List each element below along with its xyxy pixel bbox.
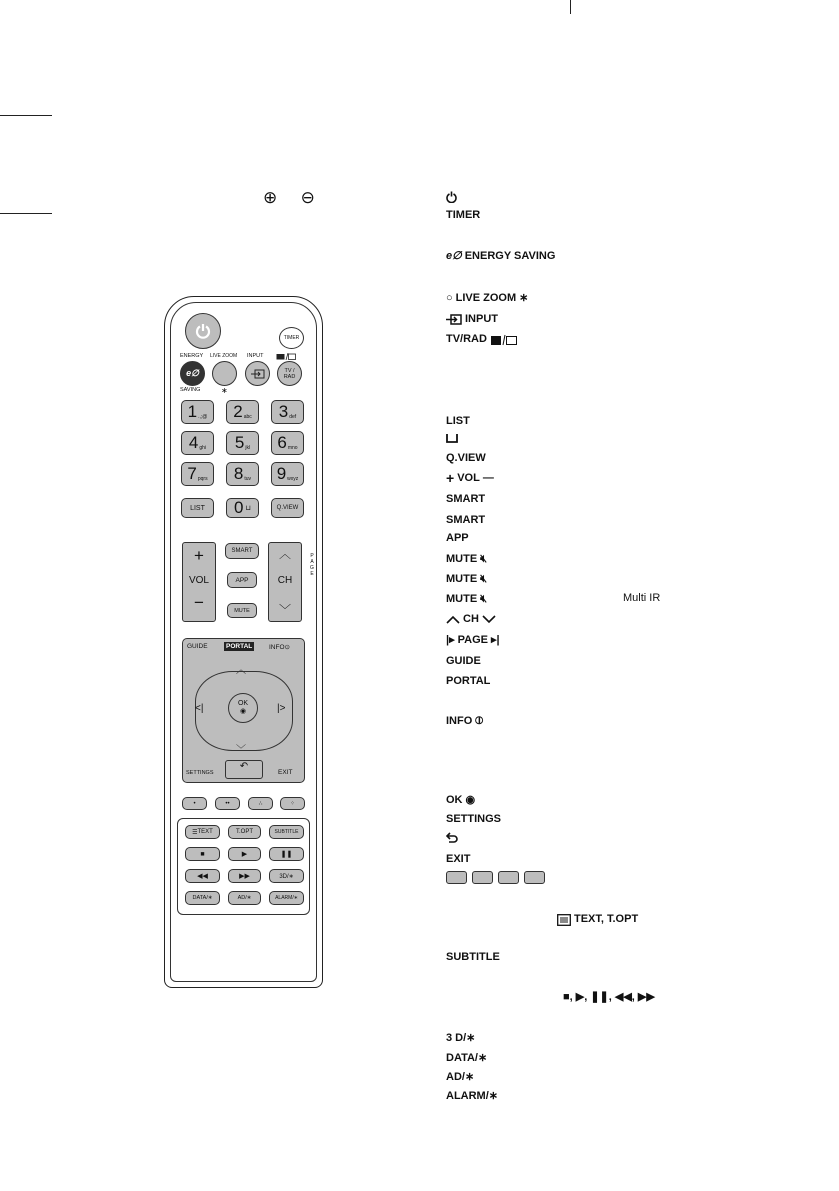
qview-label: Q.VIEW [276,505,299,511]
legend-app: APP [446,532,469,544]
page-side-label [308,553,314,580]
legend-ad: AD/∗ [446,1071,475,1083]
data-label: DATA/∗ [192,895,213,901]
remote-number-4-button[interactable] [181,431,214,455]
legend-data: DATA/∗ [446,1052,488,1064]
timer-label: TIMER [283,335,300,341]
remote-tvrad-button[interactable] [277,361,302,386]
legend-text-topt [557,913,638,926]
legend-mute-3-label: MUTE [446,593,478,605]
legend-color-buttons [446,871,547,884]
multi-ir-label: Multi IR [623,592,661,604]
down-arrow-icon[interactable]: ﹀ [236,745,246,756]
remote-number-2-button[interactable] [226,400,259,424]
number-key-letters: tuv [244,476,252,482]
number-key-letters: pqrs [197,476,208,482]
threed-button[interactable] [269,869,304,883]
tv-radio-icon [276,353,296,360]
fastforward-button[interactable]: ▶▶ [228,869,261,883]
ch-down-icon: ﹀ [278,603,291,617]
remote-channel-rocker[interactable] [268,542,302,622]
legend-settings: SETTINGS [446,813,502,825]
legend-info [446,715,483,728]
remote-smart-button[interactable] [225,543,259,559]
vol-plus: + [194,546,204,565]
legend-input-label: INPUT [465,313,498,325]
exit-button[interactable]: EXIT [278,769,293,776]
legend-ok [446,794,475,807]
live-zoom-circle-icon: ○ [446,292,453,304]
remote-volume-rocker[interactable] [182,542,216,622]
data-button[interactable] [185,891,220,905]
legend-mute-2 [446,573,487,586]
remote-number-3-button[interactable] [271,400,304,424]
mute-icon: 🔇︎ [480,553,488,565]
top-right-rule [570,0,571,14]
input-icon [446,314,462,325]
up-arrow-icon[interactable]: ︿ [236,665,246,676]
play-button[interactable]: ▶ [228,847,261,861]
tv-radio-icon [490,334,518,346]
remote-number-8-button[interactable] [226,462,259,486]
legend-mute-1 [446,553,487,566]
legend-3d-label: D/∗ [455,1032,476,1044]
number-key-digit: 9 [276,464,287,483]
settings-button[interactable]: SETTINGS [186,770,214,776]
space-icon [446,434,458,443]
remote-app-button[interactable] [227,572,257,588]
info-icon: ⦶ [475,715,484,727]
pause-button[interactable]: ❚❚ [269,847,304,861]
mute-label: MUTE [234,607,250,614]
number-key-letters: ghi [199,445,207,451]
power-icon [195,323,211,339]
legend-playback: ■, ▶, ❚❚, ◀◀, ▶▶ [563,991,655,1003]
number-key-digit: 1 [187,402,198,421]
topt-button[interactable] [228,825,261,839]
portal-button[interactable]: PORTAL [226,643,253,650]
text-icon [557,914,571,926]
legend-exit: EXIT [446,853,471,865]
smart-label: SMART [231,548,253,554]
remote-timer-button[interactable] [279,327,304,349]
page-label: PAGE [309,553,315,577]
back-button[interactable]: ↶ [225,760,263,779]
yellow-button-icon [498,871,519,884]
remote-number-1-button[interactable] [181,400,214,424]
right-arrow-icon[interactable]: |> [277,703,286,714]
remote-qview-button[interactable] [271,498,304,518]
tvrad-top-label: TV / [284,367,295,374]
remote-number-6-button[interactable] [271,431,304,455]
back-icon [446,832,458,843]
legend-subtitle: SUBTITLE [446,951,500,963]
alarm-label: ALARM/∗ [275,895,298,901]
zero-digit: 0 [234,498,244,517]
mute-icon: 🔇︎ [480,573,488,585]
number-key-letters: mno [287,445,298,451]
number-key-letters: def [289,414,297,420]
legend-live-zoom-label: LIVE ZOOM [455,292,517,304]
info-button[interactable]: INFO⊙ [269,644,290,651]
remote-number-5-button[interactable] [226,431,259,455]
app-label: APP [235,576,249,584]
tvrad-bottom-label: RAD [283,373,296,380]
guide-button[interactable]: GUIDE [187,643,208,650]
number-key-digit: 3 [278,402,289,421]
subtitle-label: SUBTITLE [274,829,299,835]
legend-portal: PORTAL [446,675,491,687]
legend-mute-3 [446,593,487,606]
chevron-up-icon [446,615,460,624]
energy-label-bottom: SAVING [180,387,201,393]
number-key-letters: wxyz [287,476,299,482]
remote-energy-saving-button[interactable] [180,361,205,386]
number-key-digit: 5 [234,433,245,452]
legend-text-topt-label: TEXT, T.OPT [574,913,639,925]
legend-info-label: INFO [446,715,473,727]
legend-smart-2: SMART [446,514,486,526]
legend-energy-saving [446,250,555,263]
green-button-icon [472,871,493,884]
legend-space [446,434,458,443]
remote-zero-button[interactable] [226,498,259,518]
left-arrow-icon[interactable]: <| [195,703,204,714]
topt-label: T.OPT [235,829,253,835]
input-icon [251,369,265,379]
remote-number-7-button[interactable] [181,462,214,486]
ok-dot-icon: ◉ [239,708,247,715]
legend-input [446,313,498,326]
number-key-digit: 2 [233,402,243,421]
remote-control-illustration [164,296,323,988]
plus-icon: + [446,470,455,486]
number-key-digit: 8 [233,464,244,483]
left-margin-rule-2 [0,213,52,214]
energy-glyph: e∅ [186,368,199,378]
power-icon [446,191,457,203]
legend-alarm: ALARM/∗ [446,1090,498,1102]
legend-mute-1-label: MUTE [446,553,478,565]
number-key-letters: .,;@ [198,414,208,420]
green-button[interactable]: •• [215,797,240,810]
input-label: INPUT [247,353,264,359]
live-zoom-label: LIVE ZOOM [210,353,238,359]
blue-button-icon [524,871,545,884]
number-key-letters: abc [243,414,252,420]
asterisk-icon: ∗ [519,292,529,304]
info-label: INFO [269,644,285,651]
remote-live-zoom-button[interactable] [212,361,237,386]
legend-tvrad-label: TV/RAD [446,333,487,345]
volume-plus-minus-symbols: ⊕ ⊖ [263,188,324,208]
vol-label: VOL [188,575,209,586]
legend-page-label: PAGE [457,634,488,646]
chevron-down-icon [482,615,496,624]
remote-mute-button[interactable] [227,603,257,618]
remote-input-button[interactable] [245,361,270,386]
stop-button[interactable]: ■ [185,847,220,861]
legend-qview: Q.VIEW [446,452,486,464]
subtitle-button[interactable] [269,825,304,839]
number-key-digit: 6 [277,433,287,452]
red-button[interactable]: • [182,797,207,810]
three-icon: 3 [446,1032,453,1044]
remote-lower-panel [177,818,310,915]
energy-saving-icon: e∅ [446,250,462,262]
space-icon: ⊔ [245,505,251,512]
vol-minus: − [194,593,204,612]
ch-label: CH [277,575,293,586]
ch-up-icon: ︿ [278,547,291,561]
ad-label: AD/∗ [237,895,252,901]
remote-number-9-button[interactable] [271,462,304,486]
legend-timer: TIMER [446,209,481,221]
legend-energy-label: ENERGY SAVING [464,250,556,262]
text-label: TEXT [197,829,213,835]
legend-vol [446,472,494,485]
legend-mute-2-label: MUTE [446,573,478,585]
legend-power [446,191,457,203]
number-key-digit: 7 [187,464,197,483]
legend-back [446,832,458,843]
energy-label-top: ENERGY [180,353,204,359]
minus-icon: — [482,472,494,484]
legend-live-zoom [446,292,528,305]
red-button-icon [446,871,467,884]
remote-power-button[interactable] [185,313,221,349]
legend-vol-label: VOL [457,472,480,484]
alarm-button[interactable] [269,891,304,905]
legend-page [446,634,500,647]
ok-dot-icon: ◉ [465,794,476,806]
ok-button[interactable] [228,693,258,723]
mute-icon: 🔇︎ [480,593,488,605]
legend-list: LIST [446,415,470,427]
legend-ok-label: OK [446,794,463,806]
legend-ch-label: CH [463,613,479,625]
text-button[interactable]: ☰ TEXT [185,825,220,839]
page-down-icon: ▸| [490,634,500,646]
blue-button[interactable]: ⁘ [280,797,305,810]
ok-label: OK [237,700,249,707]
legend-3d [446,1032,475,1045]
number-key-digit: 4 [188,433,199,452]
live-zoom-star: ∗ [221,386,228,395]
remote-navigation-panel [182,638,305,783]
legend-smart-1: SMART [446,493,486,505]
number-key-letters: jkl [245,445,251,451]
legend-tvrad [446,333,518,346]
page-up-icon: |▸ [446,634,455,646]
remote-list-button[interactable] [181,498,214,518]
legend-ch [446,613,496,626]
threed-label: 3D/∗ [279,873,294,880]
list-label: LIST [190,504,205,512]
rewind-button[interactable]: ◀◀ [185,869,220,883]
ad-button[interactable] [228,891,261,905]
yellow-button[interactable]: ∴ [248,797,273,810]
legend-guide: GUIDE [446,655,481,667]
left-margin-rule-1 [0,115,52,116]
